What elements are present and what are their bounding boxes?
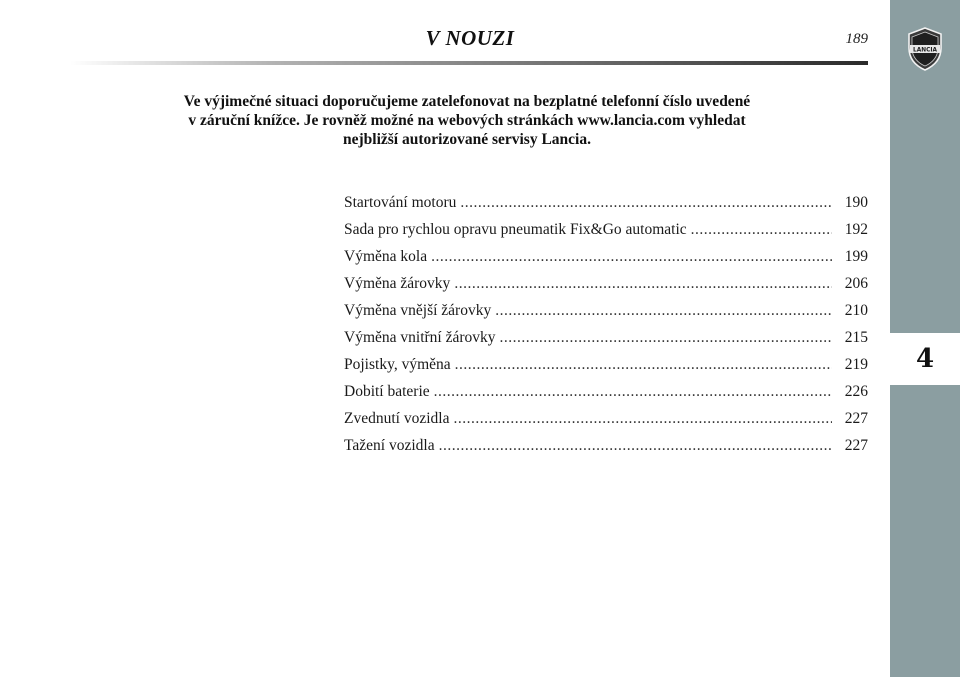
toc-entry-page: 199 [844, 248, 868, 265]
toc-dot-leader [454, 270, 832, 297]
toc-entry-page: 206 [844, 275, 868, 292]
intro-paragraph [140, 92, 794, 149]
chapter-tab[interactable] [890, 333, 960, 385]
toc-entry-title: Výměna vnější žárovky [344, 302, 492, 319]
toc-entry-title: Výměna kola [344, 248, 428, 265]
toc-entry-page: 190 [844, 194, 868, 211]
toc-dot-leader [455, 351, 832, 378]
toc-entry-title: Výměna žárovky [344, 275, 451, 292]
toc-entry[interactable] [344, 432, 868, 459]
page-number: 189 [845, 31, 868, 47]
toc-dot-leader [460, 189, 832, 216]
toc-entry-page: 227 [844, 437, 868, 454]
toc-entry[interactable] [344, 351, 868, 378]
toc-entry-title: Dobití baterie [344, 383, 430, 400]
page-title: V NOUZI [425, 26, 515, 50]
chapter-number: 4 [915, 344, 935, 374]
toc-entry[interactable] [344, 378, 868, 405]
toc-entry[interactable] [344, 405, 868, 432]
toc-entry-page: 219 [844, 356, 868, 373]
toc-entry[interactable] [344, 270, 868, 297]
toc-entry-title: Tažení vozidla [344, 437, 435, 454]
toc-dot-leader [453, 405, 832, 432]
toc-entry[interactable] [344, 216, 868, 243]
toc-dot-leader [431, 243, 832, 270]
intro-line: nejbližší autorizované servisy Lancia. [343, 131, 591, 148]
toc-entry-page: 226 [844, 383, 868, 400]
toc-entry-page: 192 [844, 221, 868, 238]
toc-entry-page: 210 [844, 302, 868, 319]
toc-entry-title: Zvednutí vozidla [344, 410, 450, 427]
table-of-contents [344, 189, 868, 459]
intro-line: v záruční knížce. Je rovněž možné na webových stránkách www.lancia.com vyhledat [188, 112, 746, 129]
toc-entry[interactable] [344, 189, 868, 216]
toc-entry-page: 215 [844, 329, 868, 346]
toc-dot-leader [439, 432, 832, 459]
toc-dot-leader [495, 297, 832, 324]
toc-dot-leader [500, 324, 832, 351]
toc-entry[interactable] [344, 324, 868, 351]
toc-dot-leader [434, 378, 832, 405]
intro-line: Ve výjimečné situaci doporučujeme zatelefonovat na bezplatné telefonní číslo uvedené [183, 93, 751, 110]
toc-entry-title: Pojistky, výměna [344, 356, 451, 373]
toc-entry-page: 227 [844, 410, 868, 427]
toc-entry[interactable] [344, 243, 868, 270]
toc-entry-title: Startování motoru [344, 194, 457, 211]
toc-entry-title: Sada pro rychlou opravu pneumatik Fix&Go automatic [344, 221, 687, 238]
toc-entry[interactable] [344, 297, 868, 324]
lancia-logo-icon [906, 26, 944, 72]
toc-dot-leader [691, 216, 832, 243]
header-divider [70, 61, 868, 65]
logo-text: LANCIA [913, 47, 937, 54]
toc-entry-title: Výměna vnitřní žárovky [344, 329, 496, 346]
